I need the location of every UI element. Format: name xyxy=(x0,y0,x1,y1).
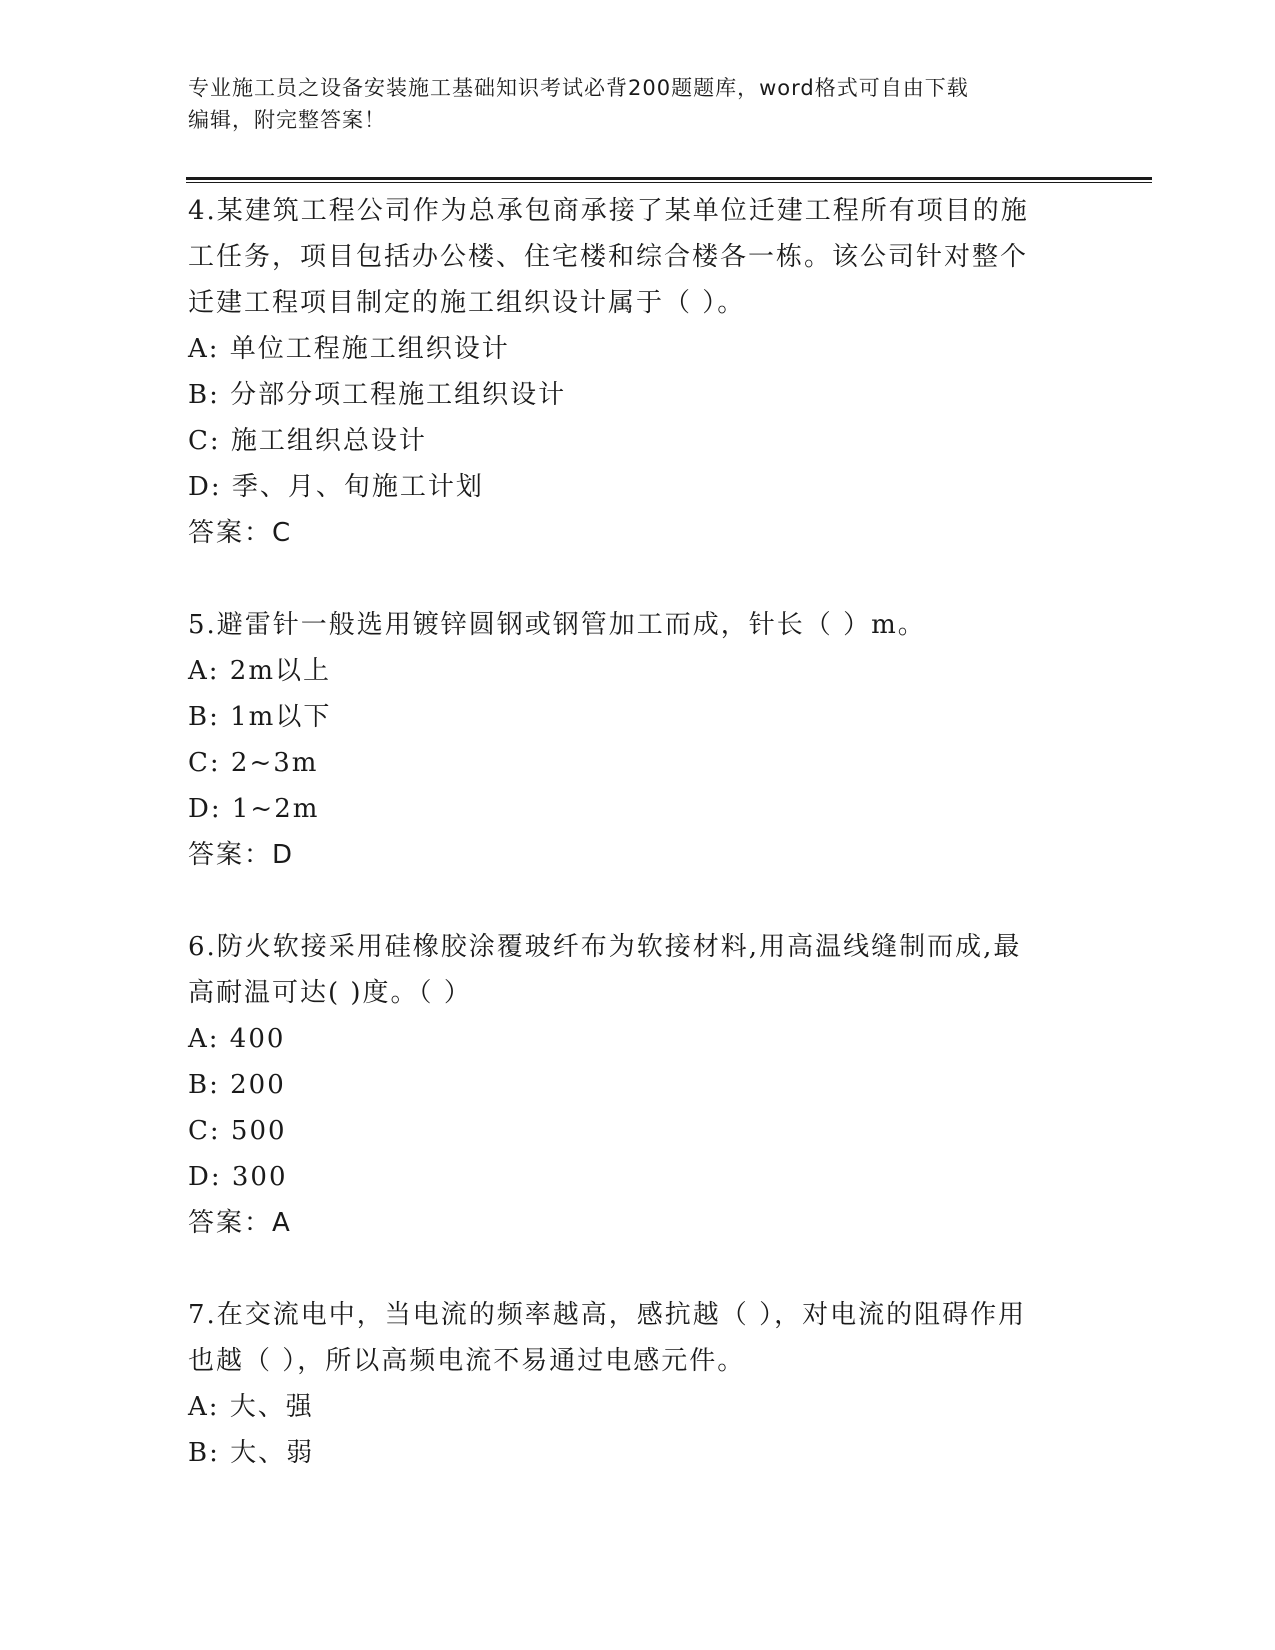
question-spacer xyxy=(188,556,1088,602)
answer-label: 答案：D xyxy=(188,840,295,870)
option-d: D: 1~2m xyxy=(188,794,320,824)
question-stem-line: 工任务，项目包括办公楼、住宅楼和综合楼各一栋。该公司针对整个 xyxy=(188,242,1029,272)
question-stem-line: 4.某建筑工程公司作为总承包商承接了某单位迁建工程所有项目的施 xyxy=(188,196,1029,226)
header-line-2: 编辑，附完整答案！ xyxy=(188,108,386,132)
question-stem-line: 6.防火软接采用硅橡胶涂覆玻纤布为软接材料,用高温线缝制而成,最 xyxy=(188,932,1022,962)
option-b: B: 分部分项工程施工组织设计 xyxy=(188,380,567,410)
question-stem-line: 5.避雷针一般选用镀锌圆钢或钢管加工而成，针长（ ）m。 xyxy=(188,610,926,640)
option-a: A: 大、强 xyxy=(188,1392,314,1422)
option-a: A: 400 xyxy=(188,1024,286,1054)
answer-label: 答案：A xyxy=(188,1208,292,1238)
option-d: D: 300 xyxy=(188,1162,288,1192)
answer-label: 答案：C xyxy=(188,518,293,548)
option-c: C: 施工组织总设计 xyxy=(188,426,427,456)
header-line-1: 专业施工员之设备安装施工基础知识考试必背200题题库，word格式可自由下载 xyxy=(188,76,969,100)
option-d: D: 季、月、旬施工计划 xyxy=(188,472,484,502)
question-7 xyxy=(188,1292,1088,1476)
option-a: A: 单位工程施工组织设计 xyxy=(188,334,510,364)
option-b: B: 200 xyxy=(188,1070,286,1100)
question-4 xyxy=(188,188,1088,556)
header-divider-thick xyxy=(186,177,1152,180)
option-c: C: 500 xyxy=(188,1116,287,1146)
header-divider-thin xyxy=(186,182,1152,183)
question-stem-line: 迁建工程项目制定的施工组织设计属于（ ）。 xyxy=(188,288,746,318)
question-stem-line: 高耐温可达( )度。（ ） xyxy=(188,978,472,1008)
option-b: B: 大、弱 xyxy=(188,1438,315,1468)
question-stem-line: 也越（ ），所以高频电流不易通过电感元件。 xyxy=(188,1346,746,1376)
question-list xyxy=(188,188,1088,1476)
option-b: B: 1m以下 xyxy=(188,702,332,732)
question-6 xyxy=(188,924,1088,1246)
question-spacer xyxy=(188,1246,1088,1292)
document-header xyxy=(188,72,1068,136)
question-stem-line: 7.在交流电中，当电流的频率越高，感抗越（ ），对电流的阻碍作用 xyxy=(188,1300,1027,1330)
option-a: A: 2m以上 xyxy=(188,656,331,686)
question-spacer xyxy=(188,878,1088,924)
question-5 xyxy=(188,602,1088,878)
option-c: C: 2~3m xyxy=(188,748,319,778)
